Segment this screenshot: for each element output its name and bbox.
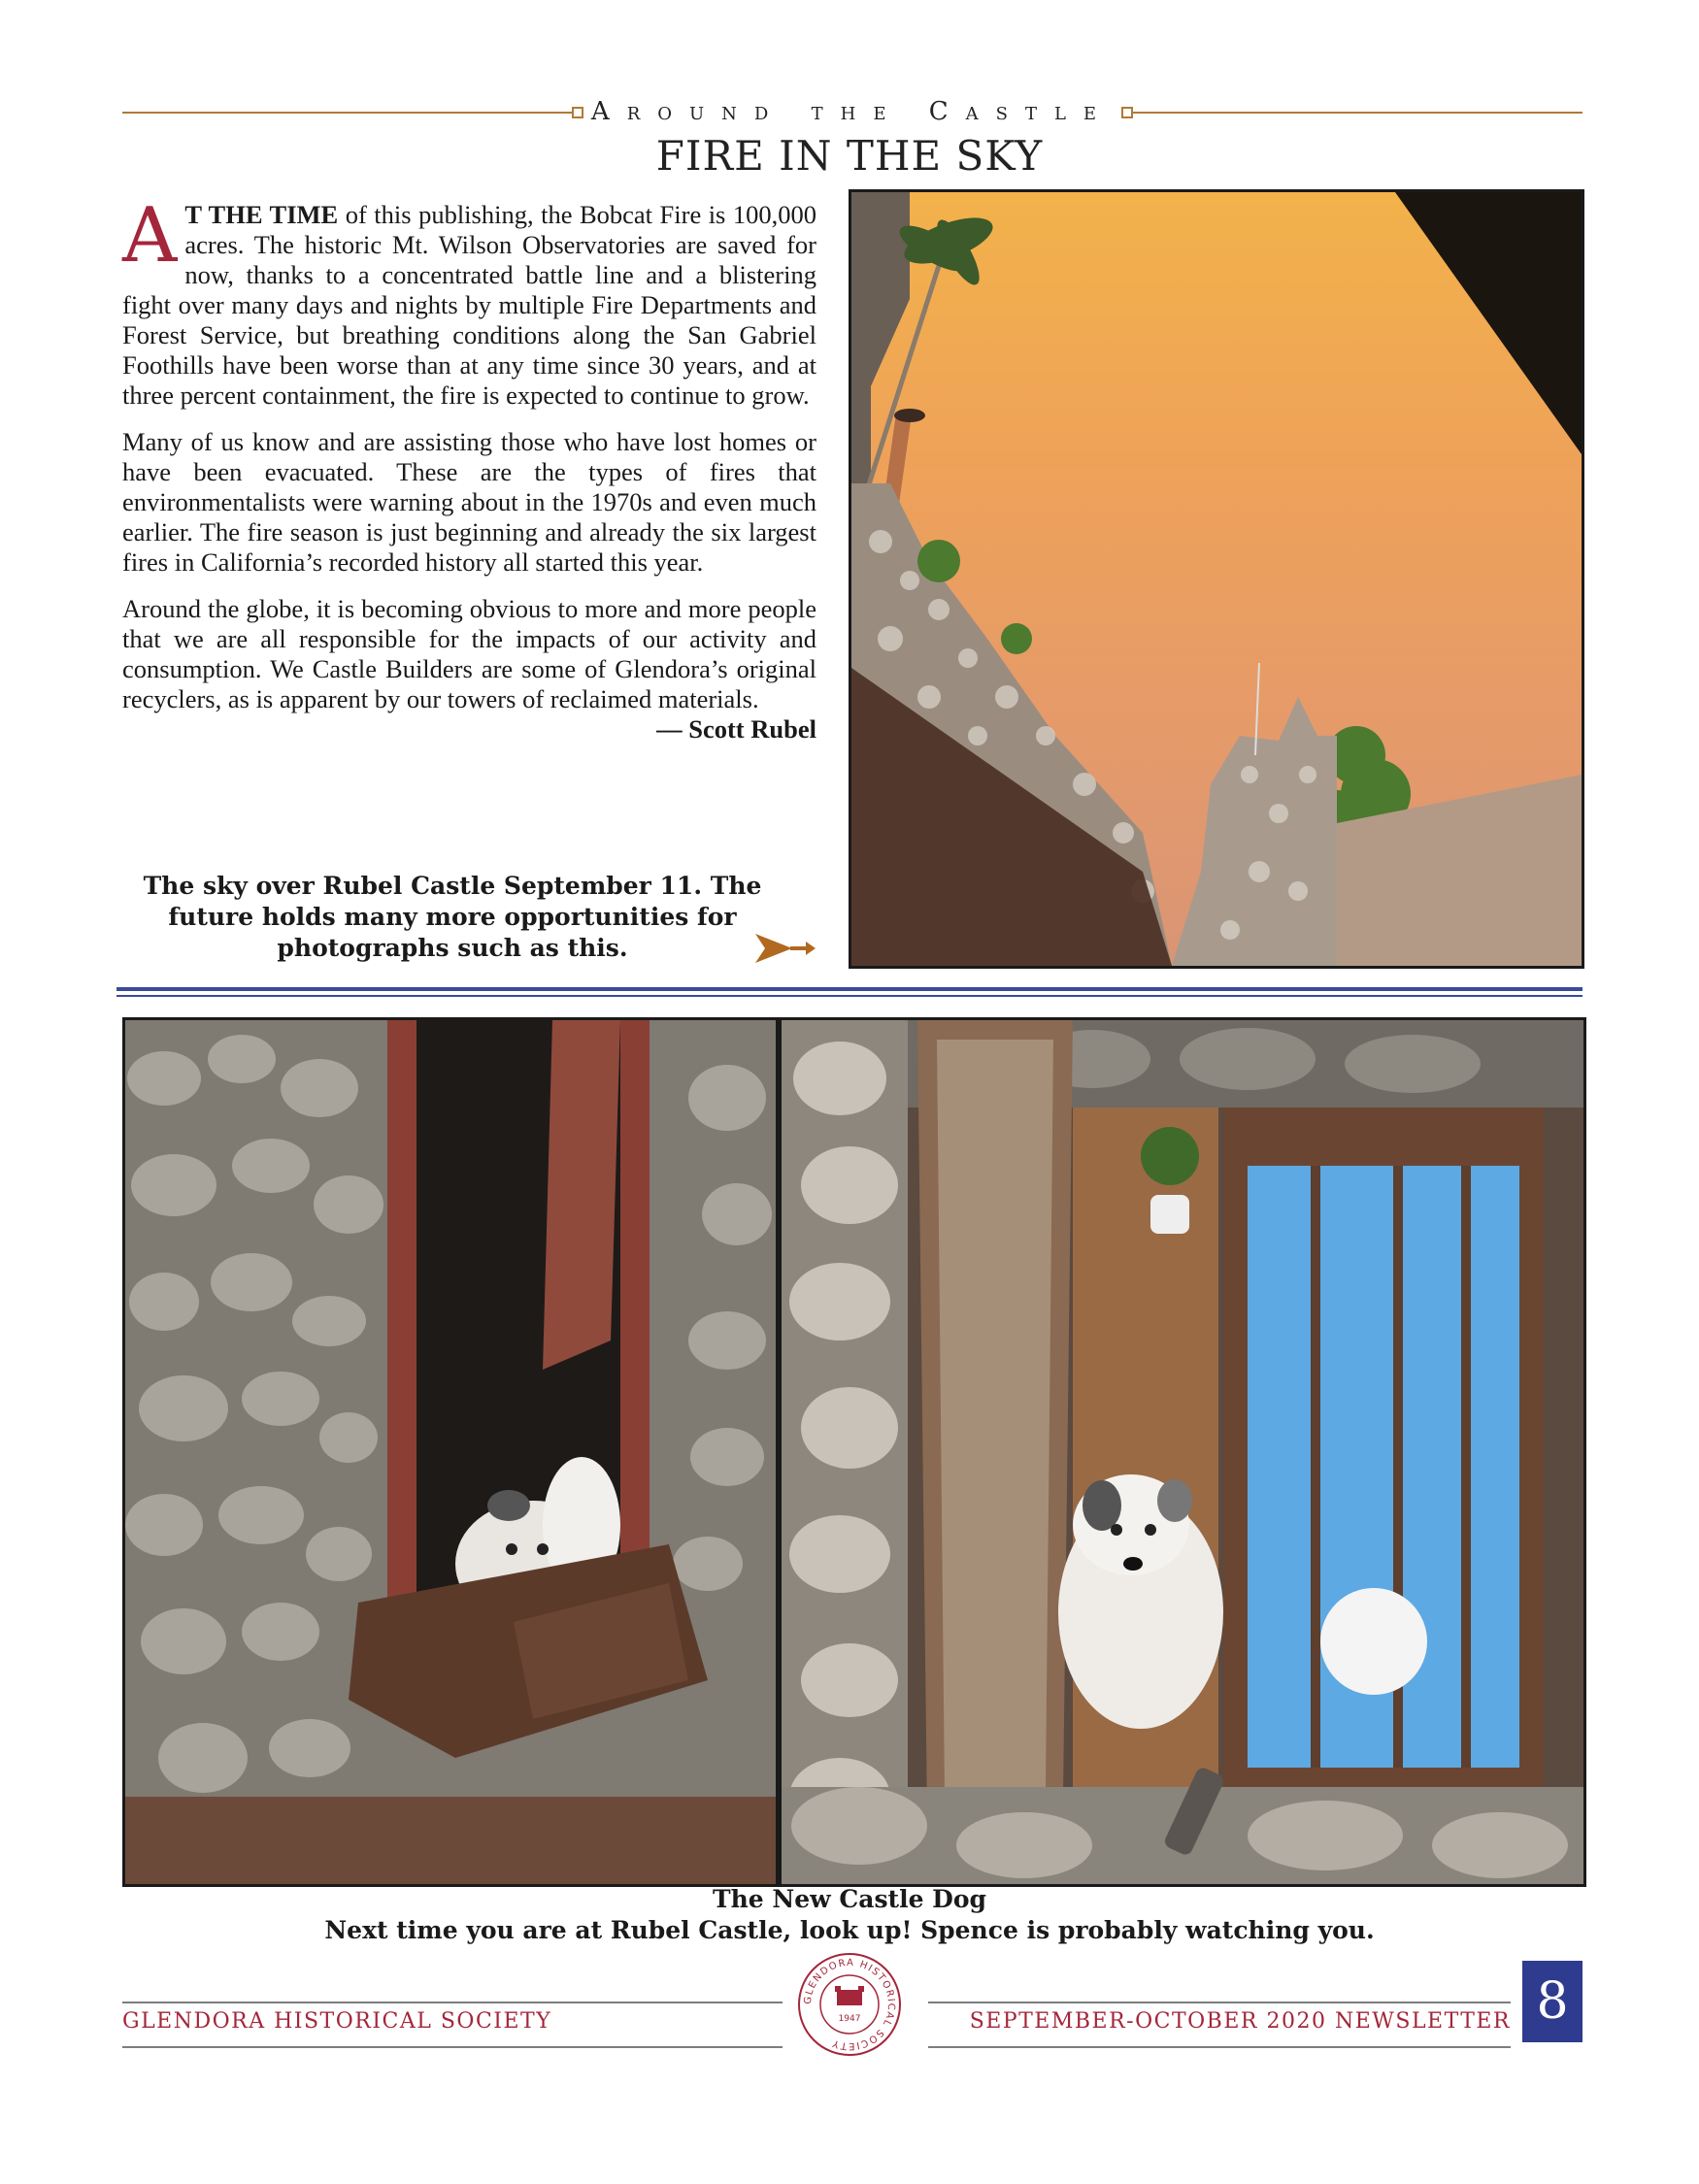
- newsletter-issue: SEPTEMBER-OCTOBER 2020 NEWSLETTER: [969, 2009, 1511, 2034]
- footer-rule-top-right: [928, 2002, 1511, 2003]
- page-title: FIRE IN THE SKY: [655, 132, 1044, 180]
- byline: — Scott Rubel: [656, 714, 816, 744]
- dog-caption-title: The New Castle Dog: [712, 1885, 987, 1913]
- page-number: 8: [1522, 1961, 1582, 2042]
- footer-rule-bottom-right: [928, 2046, 1511, 2048]
- paragraph-1-text: of this publishing, the Bobcat Fire is 100,000 acres. The historic Mt. Wilson Observatories are saved for now, thanks to a concentrated battle line and a blistering fight over many days and nights by multiple Fire Departments and Forest Service, but breathing conditions along the San Gabriel Foothills have been worse than at any time since 30 years, and at three percent containment, the fire is expected to continue to grow.: [122, 200, 816, 410]
- sky-photo-caption: The sky over Rubel Castle September 11. The future holds many more opportunities for photographs such as this.: [143, 872, 762, 962]
- sky-castle-illustration: [851, 192, 1582, 966]
- section-kicker: [122, 97, 1582, 130]
- dog-doorway-right-illustration: [782, 1020, 1583, 1884]
- dog-caption-text: Next time you are at Rubel Castle, look up! Spence is probably watching you.: [324, 1916, 1375, 1944]
- section-divider-thin: [117, 995, 1582, 997]
- dog-photo-caption: [0, 1884, 1699, 1946]
- seal-ring-text: GLENDORA HISTORICAL SOCIETY: [802, 1957, 897, 2052]
- section-kicker-text: Around the Castle: [590, 97, 1115, 126]
- section-divider-thick: [117, 987, 1582, 991]
- dog-window-photo-left: [122, 1017, 779, 1887]
- lead-in: T THE TIME: [184, 200, 339, 229]
- dog-window-left-illustration: [125, 1020, 776, 1884]
- society-name: GLENDORA HISTORICAL SOCIETY: [122, 2009, 552, 2034]
- footer-rule-top-left: [122, 2002, 783, 2003]
- sky-castle-photo: [849, 189, 1584, 969]
- footer-rule-bottom-left: [122, 2046, 783, 2048]
- article-paragraph-1: [122, 192, 816, 411]
- article-body: [122, 192, 816, 745]
- dog-doorway-photo-right: [779, 1017, 1586, 1887]
- seal-year: 1947: [838, 2014, 861, 2024]
- drop-cap: A: [122, 192, 178, 280]
- kicker-rule-right: [1131, 112, 1582, 114]
- paragraph-3-text: Around the globe, it is becoming obvious to more and more people that we are all responsible for the impacts of our activity and consumption. We Castle Builders are some of Glendora’s original recyclers, as is apparent by our towers of reclaimed materials.: [122, 594, 816, 713]
- article-paragraph-2: Many of us know and are assisting those who have lost homes or have been evacuated. These are the types of fires that environmentalists were warning about in the 1970s and even much earlier. The fire season is just beginning and already the six largest fires in California’s recorded history all started this year.: [122, 427, 816, 577]
- article-paragraph-3: [122, 594, 816, 744]
- arrow-right-icon: [753, 930, 817, 967]
- society-seal-icon: [796, 1951, 903, 2058]
